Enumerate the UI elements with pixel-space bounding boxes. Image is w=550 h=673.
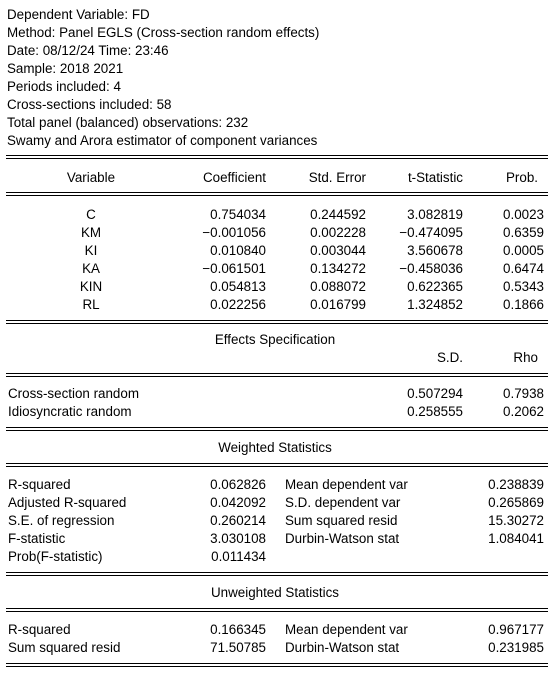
coefficient-value: 0.054813 [210,279,266,294]
column-header: Variable [66,170,116,185]
table-row [0,260,550,278]
t-statistic-value: −0.458036 [399,261,463,276]
std-error-value: 0.244592 [310,207,366,222]
table-row [0,206,550,224]
header-line: Periods included: 4 [7,79,121,94]
divider [6,608,548,609]
stat-label: Mean dependent var [285,622,408,637]
stat-value: 71.50785 [210,640,266,655]
column-header: Coefficient [202,170,266,185]
std-error-value: 0.134272 [310,261,366,276]
std-error-value: 0.016799 [310,297,366,312]
stat-label: S.E. of regression [8,513,115,528]
table-row [0,512,550,530]
header-line: Total panel (balanced) observations: 232 [7,115,249,130]
unweighted-section-title [0,584,550,602]
divider [6,373,548,374]
header-line: Method: Panel EGLS (Cross-section random effects) [7,25,320,40]
table-row [0,548,550,566]
weighted-section-title [0,439,550,457]
column-header: S.D. [436,350,463,365]
header-line: Dependent Variable: FD [7,7,150,22]
effects-header [0,349,550,367]
column-header: Rho [513,350,538,365]
prob-value: 0.0005 [503,243,544,258]
stat-label: Prob(F-statistic) [8,549,103,564]
divider [6,158,548,159]
table-row [0,403,550,421]
stat-label: F-statistic [8,531,66,546]
column-header: Std. Error [308,170,366,185]
table-row [0,296,550,314]
effect-label: Idiosyncratic random [8,404,132,419]
effects-section-title [0,331,550,349]
table-row [0,494,550,512]
stat-value: 0.967177 [488,622,544,637]
column-header: Prob. [505,170,538,185]
rho-value: 0.7938 [503,386,544,401]
stat-value: 0.062826 [210,477,266,492]
effect-label: Cross-section random [8,386,139,401]
sd-value: 0.507294 [407,386,463,401]
coef-table-header [0,169,550,187]
coefficient-value: 0.754034 [210,207,266,222]
std-error-value: 0.003044 [310,243,366,258]
variable-name: KA [82,261,100,276]
section-title: Unweighted Statistics [210,585,339,600]
stat-value: 0.265869 [488,495,544,510]
section-title: Effects Specification [214,332,336,347]
sd-value: 0.258555 [407,404,463,419]
t-statistic-value: 0.622365 [407,279,463,294]
divider [6,427,548,428]
variable-name: RL [82,297,100,312]
divider [6,192,548,193]
t-statistic-value: 3.082819 [407,207,463,222]
header-line: Sample: 2018 2021 [7,61,124,76]
prob-value: 0.6359 [503,225,544,240]
table-row [0,621,550,639]
stat-label: R-squared [8,477,71,492]
prob-value: 0.0023 [503,207,544,222]
header-line: Cross-sections included: 58 [7,97,172,112]
divider [6,430,548,431]
table-row [0,530,550,548]
stat-value: 0.166345 [210,622,266,637]
stat-value: 0.231985 [488,640,544,655]
column-header: t-Statistic [407,170,463,185]
stat-label: Adjusted R-squared [8,495,127,510]
stat-value: 0.011434 [211,549,266,564]
stat-value: 0.238839 [488,477,544,492]
variable-name: KI [84,243,98,258]
t-statistic-value: 3.560678 [407,243,463,258]
divider [6,611,548,612]
table-row [0,476,550,494]
output-header [7,6,319,150]
stat-label: Sum squared resid [8,640,121,655]
prob-value: 0.6474 [503,261,544,276]
divider [6,323,548,324]
coefficient-value: −0.061501 [202,261,266,276]
section-title: Weighted Statistics [218,440,332,455]
t-statistic-value: 1.324852 [407,297,463,312]
header-line: Swamy and Arora estimator of component variances [7,133,318,148]
stat-label: S.D. dependent var [285,495,401,510]
divider [6,155,548,156]
coefficient-value: −0.001056 [202,225,266,240]
prob-value: 0.1866 [503,297,544,312]
stat-value: 0.260214 [210,513,266,528]
stat-label: Durbin-Watson stat [285,640,400,655]
divider [6,666,548,667]
stat-label: Mean dependent var [285,477,408,492]
divider [6,463,548,464]
std-error-value: 0.002228 [310,225,366,240]
stat-label: Durbin-Watson stat [285,531,400,546]
table-row [0,224,550,242]
variable-name: C [86,207,96,222]
stat-value: 1.084041 [488,531,544,546]
stat-value: 3.030108 [210,531,266,546]
header-line: Date: 08/12/24 Time: 23:46 [7,43,169,58]
t-statistic-value: −0.474095 [399,225,463,240]
table-row [0,278,550,296]
table-row [0,639,550,657]
variable-name: KIN [79,279,103,294]
divider [6,195,548,196]
variable-name: KM [80,225,102,240]
divider [6,575,548,576]
std-error-value: 0.088072 [310,279,366,294]
stat-value: 0.042092 [210,495,266,510]
divider [6,663,548,664]
prob-value: 0.5343 [503,279,544,294]
stat-value: 15.30272 [488,513,544,528]
coefficient-value: 0.010840 [210,243,266,258]
coefficient-value: 0.022256 [210,297,266,312]
rho-value: 0.2062 [503,404,544,419]
stat-label: Sum squared resid [285,513,398,528]
divider [6,376,548,377]
table-row [0,385,550,403]
table-row [0,242,550,260]
divider [6,320,548,321]
divider [6,466,548,467]
stat-label: R-squared [8,622,71,637]
divider [6,572,548,573]
